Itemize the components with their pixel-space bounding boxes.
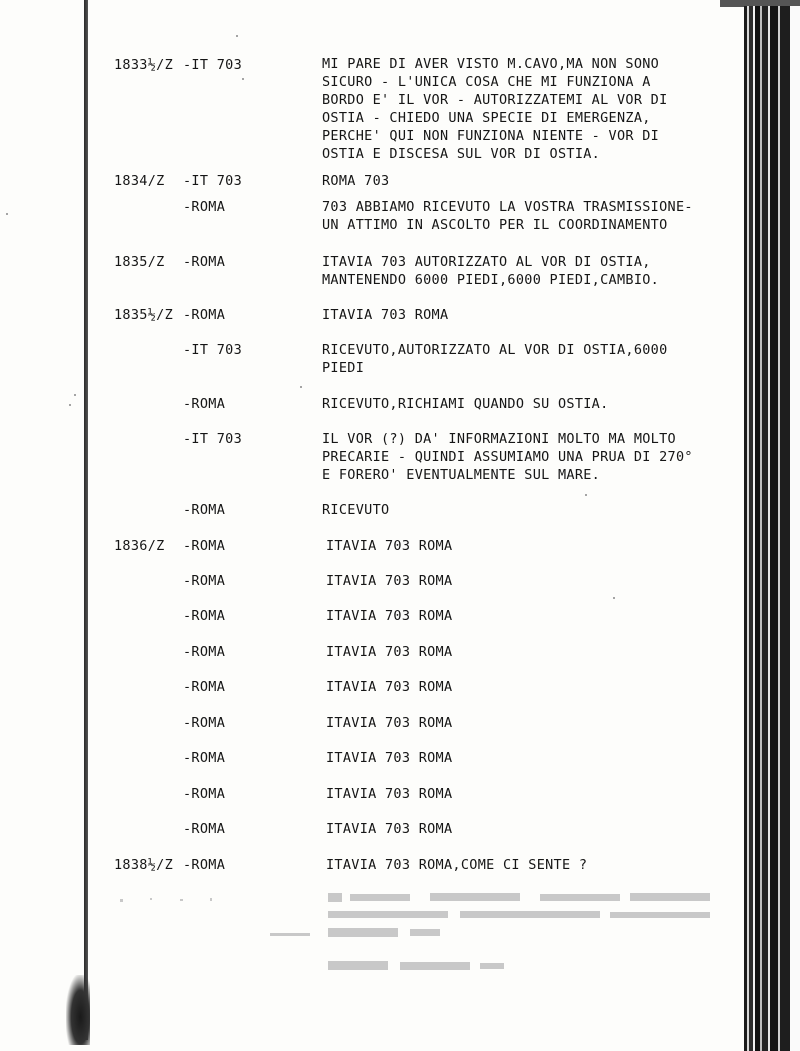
scan-speck <box>236 35 238 37</box>
entry-station: -ROMA <box>183 679 226 695</box>
entry-message: ITAVIA 703 ROMA <box>326 573 453 589</box>
entry-station: -ROMA <box>183 254 226 270</box>
entry-station: -ROMA <box>183 857 226 873</box>
entry-time: 1835/Z <box>114 254 165 270</box>
entry-message: ITAVIA 703 AUTORIZZATO AL VOR DI OSTIA, MANTENENDO 6000 PIEDI,6000 PIEDI,CAMBIO. <box>322 254 660 288</box>
scan-speck <box>300 386 302 388</box>
scan-speck <box>585 494 587 496</box>
scan-smudge <box>66 975 90 1045</box>
scan-speck <box>69 404 71 406</box>
entry-station: -ROMA <box>183 715 226 731</box>
scan-speck <box>6 213 8 215</box>
entry-message: MI PARE DI AVER VISTO M.CAVO,MA NON SONO SICURO - L'UNICA COSA CHE MI FUNZIONA A BORDO E' IL VOR - AUTORIZZATEMI AL VOR DI OSTIA - CHIEDO UNA SPECIE DI EMERGENZA, PERCHE' QUI NON FUNZIONA NIENTE - VOR DI OSTIA E DISCESA SUL VOR DI OSTIA. <box>322 56 668 162</box>
entry-station: -ROMA <box>183 608 226 624</box>
entry-station: -IT 703 <box>183 57 242 73</box>
entry-message: ITAVIA 703 ROMA <box>322 307 449 323</box>
entry-message: RICEVUTO <box>322 502 390 518</box>
entry-message: ITAVIA 703 ROMA <box>326 786 453 802</box>
entry-message: ITAVIA 703 ROMA <box>326 715 453 731</box>
entry-message: ITAVIA 703 ROMA <box>326 538 453 554</box>
entry-message: ROMA 703 <box>322 173 390 189</box>
scan-border-right <box>744 6 800 1051</box>
entry-station: -IT 703 <box>183 342 242 358</box>
entry-station: -IT 703 <box>183 431 242 447</box>
entry-station: -ROMA <box>183 573 226 589</box>
entry-station: -ROMA <box>183 786 226 802</box>
entry-station: -ROMA <box>183 644 226 660</box>
entry-time: 1833½/Z <box>114 57 173 73</box>
scan-speck <box>613 597 615 599</box>
entry-station: -ROMA <box>183 199 226 215</box>
entry-message: ITAVIA 703 ROMA <box>326 750 453 766</box>
entry-station: -ROMA <box>183 396 226 412</box>
entry-station: -ROMA <box>183 307 226 323</box>
entry-message: RICEVUTO,RICHIAMI QUANDO SU OSTIA. <box>322 396 609 412</box>
entry-message: ITAVIA 703 ROMA <box>326 608 453 624</box>
entry-time: 1835½/Z <box>114 307 173 323</box>
entry-message: RICEVUTO,AUTORIZZATO AL VOR DI OSTIA,6000 PIEDI <box>322 342 668 376</box>
entry-message: ITAVIA 703 ROMA <box>326 679 453 695</box>
faded-text-remnants <box>110 885 730 975</box>
entry-message: ITAVIA 703 ROMA <box>326 644 453 660</box>
entry-message: 703 ABBIAMO RICEVUTO LA VOSTRA TRASMISSIONE- UN ATTIMO IN ASCOLTO PER IL COORDINAMENTO <box>322 199 693 233</box>
entry-station: -ROMA <box>183 821 226 837</box>
entry-message: ITAVIA 703 ROMA,COME CI SENTE ? <box>326 857 588 873</box>
entry-message: ITAVIA 703 ROMA <box>326 821 453 837</box>
entry-message: IL VOR (?) DA' INFORMAZIONI MOLTO MA MOLTO PRECARIE - QUINDI ASSUMIAMO UNA PRUA DI 270° E FORERO' EVENTUALMENTE SUL MARE. <box>322 431 693 483</box>
entry-station: -ROMA <box>183 750 226 766</box>
entry-time: 1838½/Z <box>114 857 173 873</box>
entry-time: 1834/Z <box>114 173 165 189</box>
scan-speck <box>242 78 244 80</box>
scan-speck <box>74 394 76 396</box>
entry-station: -ROMA <box>183 502 226 518</box>
entry-time: 1836/Z <box>114 538 165 554</box>
page-binding-edge <box>84 0 88 1040</box>
entry-station: -IT 703 <box>183 173 242 189</box>
entry-station: -ROMA <box>183 538 226 554</box>
